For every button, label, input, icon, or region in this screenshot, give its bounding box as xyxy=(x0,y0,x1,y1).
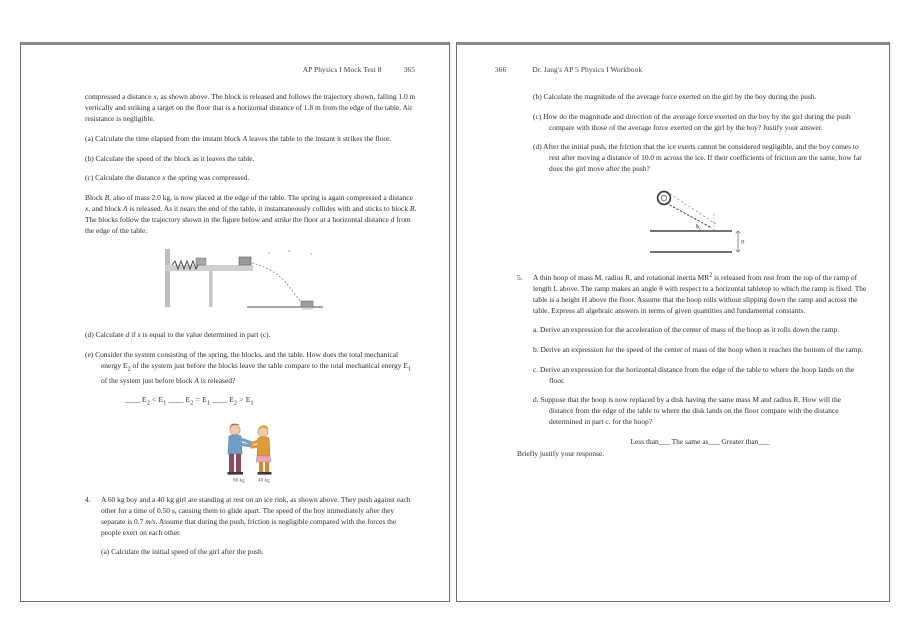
page-left-body xyxy=(85,91,417,566)
boy-figure xyxy=(228,423,255,474)
problem-4-text: A 60 kg boy and a 40 kg girl are standing at rest on an ice rink, as shown above. They push against each other for a time of 0.50 s, causing them to glide apart. The speed of the boy immediately after they separate is 0.7 m/s. Assume that during the push, friction is negligible compared with the forces the people exert on each other. xyxy=(101,494,411,538)
label-girl-mass: 40 kg xyxy=(258,477,270,484)
problem-5-part-b: b. Derive an expression for the speed of the center of mass of the hoop when it reaches the bottom of the ramp. xyxy=(533,345,864,355)
block-b xyxy=(239,257,251,265)
problem-4 xyxy=(85,494,417,538)
running-head-right xyxy=(495,65,642,74)
annotation-dot xyxy=(288,251,289,252)
running-head-left xyxy=(303,65,415,74)
spring-block-table-trajectory-figure xyxy=(151,245,351,319)
problem-5-part-a: a. Derive an expression for the acceleration of the center of mass of the hoop as it rolls down the ramp. xyxy=(533,325,840,335)
hoop-inner-mark xyxy=(661,195,666,200)
paragraph-intro: compressed a distance x, as shown above. The block is released and follows the trajectory shown, falling 1.0 m vertically and striking a target on the floor that is a horizontal distance of 1.8 m from the edge of the table. Air resistance is negligible. xyxy=(85,92,416,124)
r-part-b: (b) Calculate the magnitude of the average force exerted on the girl by the boy during the push. xyxy=(533,92,817,101)
problem-4-number: 4. xyxy=(85,494,91,504)
target-block xyxy=(301,301,313,307)
problem-5-part-d: d. Suppose that the hoop is now replaced by a disk having the same mass M and radius R. How will the distance from the edge of the table to where the disk lands on the floor compare with the distance determined in part c. for the hoop? xyxy=(533,395,841,427)
problem-5-justify: Briefly justify your response. xyxy=(517,449,605,459)
page-right[interactable] xyxy=(456,42,890,602)
block-a xyxy=(196,258,206,265)
label-theta: θ xyxy=(696,225,699,231)
blank-greater-than[interactable]: ____ xyxy=(212,395,228,405)
trajectory-path xyxy=(252,263,306,306)
label-height-h: H xyxy=(741,240,745,246)
choice-e2-greater-e1[interactable]: $E_2 > E_1$ xyxy=(229,395,254,407)
table-leg xyxy=(209,271,213,307)
running-head-title-left: AP Physics I Mock Test 8 xyxy=(302,65,382,74)
hoop-ramp-table-figure xyxy=(592,184,792,260)
page-right-body xyxy=(517,91,867,468)
choice-e2-equal-e1[interactable]: $E_2 = E_1$ xyxy=(185,395,211,407)
part-d: (d) Calculate d if x is equal to the value determined in part (c). xyxy=(85,330,271,340)
figure-hoop-ramp xyxy=(517,184,867,260)
problem-5 xyxy=(517,270,867,317)
problem-4-part-a: (a) Calculate the initial speed of the girl after the push. xyxy=(101,547,264,557)
figure-spring-table xyxy=(85,245,417,319)
r-part-c: (c) How do the magnitude and direction of the average force exerted on the boy by the girl during the push compare with those of the average force exerted on the girl by the boy? Justify your answer. xyxy=(533,111,851,132)
figure-boy-girl xyxy=(85,418,417,484)
page-number-right: 366 xyxy=(495,65,507,74)
r-part-d: (d) After the initial push, the friction that the ice exerts cannot be considered negligible, and the boy comes to rest after moving a distance of 10.0 m across the ice. If their coefficients of friction are the same, how far does the girl move after the push? xyxy=(533,142,862,174)
page-number-left: 365 xyxy=(403,65,415,74)
part-b: (b) Calculate the speed of the block as it leaves the table. xyxy=(85,153,255,163)
part-e: (e) Consider the system consisting of the spring, the blocks, and the table. How does the total mechanical energy $E_2$ of the system just before the blocks leave the table compare to the total mechanical energy $E_1$ of the system just before block A is released? xyxy=(85,350,411,385)
problem-5-part-c: c. Derive an expression for the horizontal distance from the edge of the table to where the hoop lands on the floor. xyxy=(533,364,855,385)
wall-support xyxy=(165,249,170,307)
annotation-dot xyxy=(310,254,311,255)
part-a: (a) Calculate the time elapsed from the instant block A leaves the table to the instant it strikes the floor. xyxy=(85,134,392,144)
blank-less-than[interactable]: ____ xyxy=(125,395,140,405)
problem-5-choices[interactable]: Less than___ The same as___ Greater than___ xyxy=(630,437,770,447)
page-left[interactable] xyxy=(20,42,450,602)
girl-figure xyxy=(252,425,272,474)
problem-5-number: 5. xyxy=(517,273,523,283)
energy-comparison-choices xyxy=(85,394,417,409)
part-c: (c) Calculate the distance x the spring was compressed. xyxy=(85,173,250,183)
label-boy-mass: 60 kg xyxy=(233,477,245,484)
paragraph-block-b: Block B, also of mass 2.0 kg, is now placed at the edge of the table. The spring is again compressed a distance x, and block A is released. As it nears the end of the table, it instantaneously collides with and sticks to block B. The blocks follow the trajectory shown in the figure below and strike the floor at a horizontal distance d from the edge of the table. xyxy=(85,193,417,236)
running-head-title-right: Dr. Jang's AP 5 Physics I Workbook xyxy=(532,65,643,74)
blank-equal[interactable]: ____ xyxy=(168,395,184,405)
hoop-shape xyxy=(658,191,671,204)
problem-5-text: A thin hoop of mass M, radius R, and rotational inertia $MR^2$ is released from rest from the top of the ramp of length L above. The ramp makes an angle θ with respect to a horizontal tabletop to which the ramp is fixed. The table is a height H above the floor. Assume that the hoop rolls without slipping down the ramp and across the table. Express all algebraic answers in terms of given quantities and fundamental constants. xyxy=(533,271,867,316)
choice-e2-less-e1[interactable]: $E_2 < E_1$ xyxy=(141,395,167,407)
boy-girl-push-figure xyxy=(211,418,291,484)
annotation-dot xyxy=(268,253,269,254)
